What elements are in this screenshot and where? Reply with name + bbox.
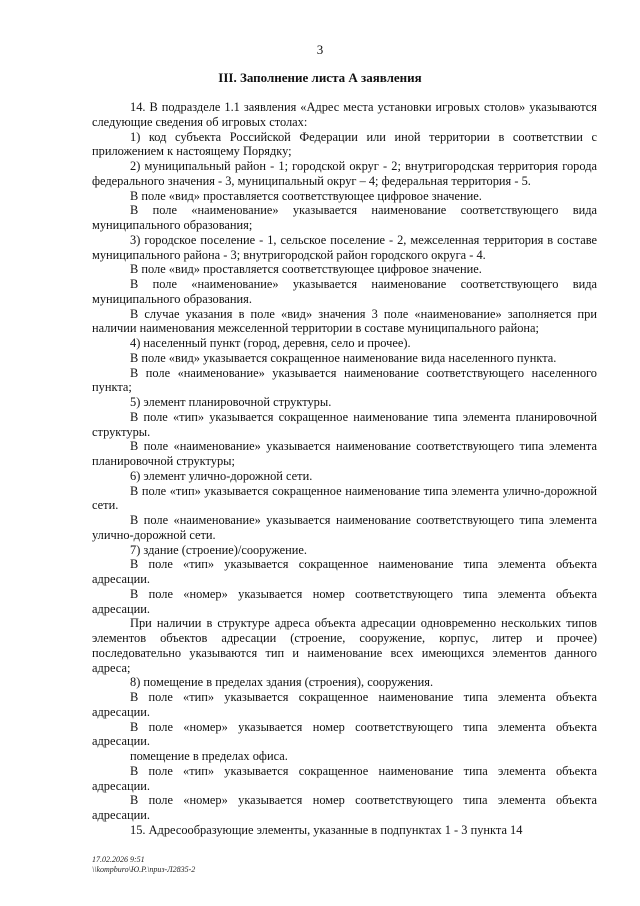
paragraph: 2) муниципальный район - 1; городской округ - 2; внутригородская территория города федерального значения - 3, муниципальный округ – 4; федеральная территория - 5. xyxy=(92,159,597,188)
paragraph: В поле «номер» указывается номер соответствующего типа элемента объекта адресации. xyxy=(92,586,597,616)
paragraph: В поле «тип» указывается сокращенное наименование типа элемента улично-дорожной сети. xyxy=(92,483,597,513)
footer-file-path: \\kompburo\Ю.Р.\приз-Л2835-2 xyxy=(92,865,196,874)
paragraph: В поле «номер» указывается номер соответствующего типа элемента объекта адресации. xyxy=(92,793,597,822)
paragraph: 5) элемент планировочной структуры. xyxy=(130,395,332,409)
paragraph: В поле «наименование» указывается наименование соответствующего типа элемента планировочной структуры; xyxy=(92,439,597,468)
paragraph: 15. Адресообразующие элементы, указанные в подпунктах 1 - 3 пункта 14 xyxy=(130,822,523,837)
paragraph: помещение в пределах офиса. xyxy=(130,749,288,763)
paragraph: 1) код субъекта Российской Федерации или иной территории в соответствии с приложением к настоящему Порядку; xyxy=(92,129,597,159)
paragraph: В поле «наименование» указывается наименование соответствующего типа элемента улично-дорожной сети. xyxy=(92,513,597,542)
paragraph: 8) помещение в пределах здания (строения), сооружения. xyxy=(130,675,434,690)
paragraph: В поле «тип» указывается сокращенное наименование типа элемента объекта адресации. xyxy=(92,763,597,793)
paragraph: В поле «вид» проставляется соответствующее цифровое значение. xyxy=(130,188,482,203)
paragraph: В поле «тип» указывается сокращенное наименование типа элемента объекта адресации. xyxy=(92,690,597,719)
paragraph: При наличии в структуре адреса объекта адресации одновременно нескольких типов элементов объектов адресации (строение, сооружение, корпус, литер и прочее) последовательно указываются тип и наименование всех имеющихся элементов данного адреса; xyxy=(92,616,597,675)
paragraph: 6) элемент улично-дорожной сети. xyxy=(130,468,313,483)
page-number: 3 xyxy=(316,42,324,57)
paragraph: 4) населенный пункт (город, деревня, село и прочее). xyxy=(130,336,411,350)
paragraph: 14. В подразделе 1.1 заявления «Адрес места установки игровых столов» указываются следующие сведения об игровых столах: xyxy=(92,100,597,129)
footer xyxy=(92,855,195,875)
paragraph: В поле «тип» указывается сокращенное наименование типа элемента объекта адресации. xyxy=(92,557,597,586)
section-title: III. Заполнение листа А заявления xyxy=(218,70,422,85)
paragraph: В поле «вид» указывается сокращенное наименование вида населенного пункта. xyxy=(130,350,557,365)
paragraph: В случае указания в поле «вид» значения 3 поле «наименование» заполняется при наличии наименования межселенной территории в составе муниципального района; xyxy=(92,306,597,336)
paragraph: 3) городское поселение - 1, сельское поселение - 2, межселенная территория в составе муниципального района - 3; внутригородской район городского округа - 4. xyxy=(92,232,597,262)
footer-timestamp: 17.02.2026 9:51 xyxy=(92,855,145,864)
paragraph: 7) здание (строение)/сооружение. xyxy=(130,542,308,557)
paragraph: В поле «вид» проставляется соответствующее цифровое значение. xyxy=(130,262,482,277)
paragraph: В поле «номер» указывается номер соответствующего типа элемента объекта адресации. xyxy=(92,719,597,749)
paragraph: В поле «наименование» указывается наименование соответствующего населенного пункта; xyxy=(92,365,597,395)
paragraph: В поле «наименование» указывается наименование соответствующего вида муниципального образования. xyxy=(92,277,597,306)
paragraph: В поле «наименование» указывается наименование соответствующего вида муниципального образования; xyxy=(92,203,597,232)
paragraph: В поле «тип» указывается сокращенное наименование типа элемента планировочной структуры. xyxy=(92,409,597,439)
body-text xyxy=(92,100,597,838)
